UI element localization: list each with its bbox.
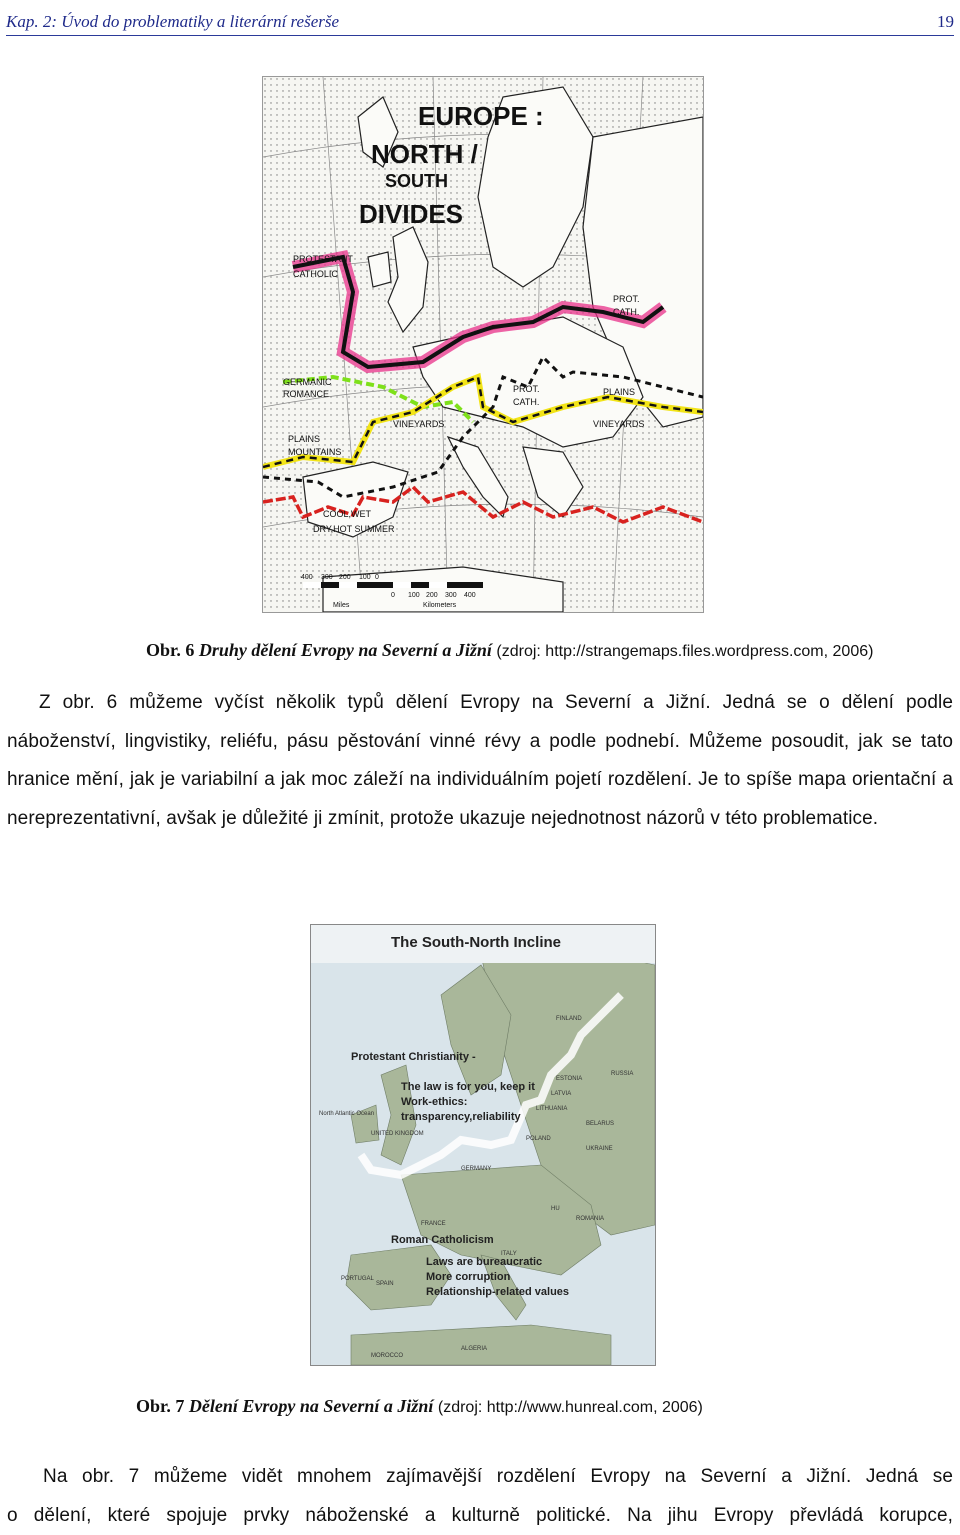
svg-text:Protestant Christianity -: Protestant Christianity - [351, 1051, 476, 1063]
svg-text:LITHUANIA: LITHUANIA [536, 1106, 568, 1112]
south-north-incline-map [311, 925, 655, 1365]
svg-text:ROMANCE: ROMANCE [283, 389, 330, 399]
svg-text:North Atlantic Ocean: North Atlantic Ocean [319, 1111, 375, 1117]
svg-text:UKRAINE: UKRAINE [586, 1146, 613, 1152]
svg-text:Miles: Miles [333, 602, 350, 609]
svg-text:0: 0 [391, 592, 395, 599]
svg-text:100: 100 [408, 592, 420, 599]
svg-text:FRANCE: FRANCE [421, 1221, 446, 1227]
svg-text:VINEYARDS: VINEYARDS [593, 419, 645, 429]
figure-7-map [310, 924, 656, 1366]
caption-source: (zdroj: http://strangemaps.files.wordpress.com, 2006) [496, 643, 874, 660]
caption-source: (zdroj: http://www.hunreal.com, 2006) [437, 1399, 703, 1416]
svg-text:DIVIDES: DIVIDES [359, 199, 464, 229]
europe-divides-map [263, 77, 703, 612]
svg-text:SPAIN: SPAIN [376, 1281, 394, 1287]
page-header [6, 2, 954, 36]
svg-text:POLAND: POLAND [526, 1136, 551, 1142]
svg-text:400: 400 [464, 592, 476, 599]
svg-text:ALGERIA: ALGERIA [461, 1346, 488, 1352]
caption-label: Obr. 6 [146, 640, 195, 660]
page-number: 19 [937, 12, 954, 31]
svg-text:PLAINS: PLAINS [603, 387, 636, 397]
caption-title: Druhy dělení Evropy na Severní a Jižní [198, 640, 492, 660]
svg-text:More corruption: More corruption [426, 1271, 511, 1283]
svg-text:HU: HU [551, 1206, 560, 1212]
svg-text:COOL,WET: COOL,WET [323, 509, 372, 519]
svg-text:CATH.: CATH. [613, 307, 640, 317]
svg-text:UNITED KINGDOM: UNITED KINGDOM [371, 1131, 424, 1137]
svg-text:400: 400 [301, 574, 313, 581]
svg-text:GERMANY: GERMANY [461, 1166, 492, 1172]
svg-text:Kilometers: Kilometers [423, 602, 457, 609]
svg-text:PORTUGAL: PORTUGAL [341, 1276, 374, 1282]
svg-text:PROTESTANT: PROTESTANT [293, 254, 353, 264]
svg-text:PROT.: PROT. [513, 384, 540, 394]
figure-6-caption [146, 640, 873, 661]
svg-text:FINLAND: FINLAND [556, 1016, 582, 1022]
svg-text:300: 300 [445, 592, 457, 599]
svg-text:300: 300 [321, 574, 333, 581]
svg-text:ROMANIA: ROMANIA [576, 1216, 605, 1222]
paragraph-2-line-2: o dělení, které spojuje prvky náboženské a kulturně politické. Na jihu Evropy převládá korupce, [7, 1504, 953, 1526]
svg-text:200: 200 [426, 592, 438, 599]
svg-text:Roman Catholicism: Roman Catholicism [391, 1234, 494, 1246]
svg-text:DRY,HOT SUMMER: DRY,HOT SUMMER [313, 524, 395, 534]
figure-6-map [262, 76, 704, 613]
svg-text:BELARUS: BELARUS [586, 1121, 615, 1127]
paragraph-2-line-1: Na obr. 7 můžeme vidět mnohem zajímavější rozdělení Evropy na Severní a Jižní. Jedná se [43, 1466, 953, 1487]
svg-text:Work-ethics:: Work-ethics: [401, 1096, 468, 1108]
paragraph-2 [7, 1458, 953, 1535]
svg-text:100: 100 [359, 574, 371, 581]
paragraph-1: Z obr. 6 můžeme vyčíst několik typů dělení Evropy na Severní a Jižní. Jedná se o dělení podle náboženství, lingvistiky, reliéfu, pásu pěstování vinné révy a podle podnebí. Můžeme posoudit, jak se tato hranice mění, jak je variabilní a jak moc záleží na individuálním pojetí rozdělení. Je to spíše mapa orientační a nereprezentativní, avšak je důležité ji zmínit, protože ukazuje nejednotnost názorů v této problematice. [7, 692, 953, 829]
svg-text:CATH.: CATH. [513, 397, 540, 407]
caption-title: Dělení Evropy na Severní a Jižní [188, 1396, 434, 1416]
svg-text:200: 200 [339, 574, 351, 581]
svg-text:EUROPE :: EUROPE : [418, 101, 544, 131]
svg-text:GERMANIC: GERMANIC [283, 377, 332, 387]
svg-text:0: 0 [375, 574, 379, 581]
svg-text:RUSSIA: RUSSIA [611, 1071, 634, 1077]
svg-text:Relationship-related values: Relationship-related values [426, 1286, 570, 1298]
figure-7-caption [136, 1396, 703, 1417]
caption-label: Obr. 7 [136, 1396, 185, 1416]
svg-text:MOROCCO: MOROCCO [371, 1353, 403, 1359]
svg-text:MOUNTAINS: MOUNTAINS [288, 447, 342, 457]
svg-text:The law is for you, keep it: The law is for you, keep it [401, 1081, 535, 1093]
svg-text:transparency,reliability: transparency,reliability [401, 1111, 521, 1123]
svg-text:ESTONIA: ESTONIA [556, 1076, 583, 1082]
svg-text:SOUTH: SOUTH [385, 171, 448, 191]
svg-text:PLAINS: PLAINS [288, 434, 321, 444]
svg-text:PROT.: PROT. [613, 294, 640, 304]
svg-text:VINEYARDS: VINEYARDS [393, 419, 445, 429]
chapter-title: Kap. 2: Úvod do problematiky a literární rešerše [6, 12, 340, 31]
svg-text:LATVIA: LATVIA [551, 1091, 572, 1097]
svg-text:Laws are bureaucratic: Laws are bureaucratic [426, 1256, 543, 1268]
svg-text:ITALY: ITALY [501, 1251, 517, 1257]
figure-7-title: The South-North Incline [391, 934, 561, 951]
svg-text:CATHOLIC: CATHOLIC [293, 269, 338, 279]
svg-text:NORTH /: NORTH / [371, 139, 478, 169]
